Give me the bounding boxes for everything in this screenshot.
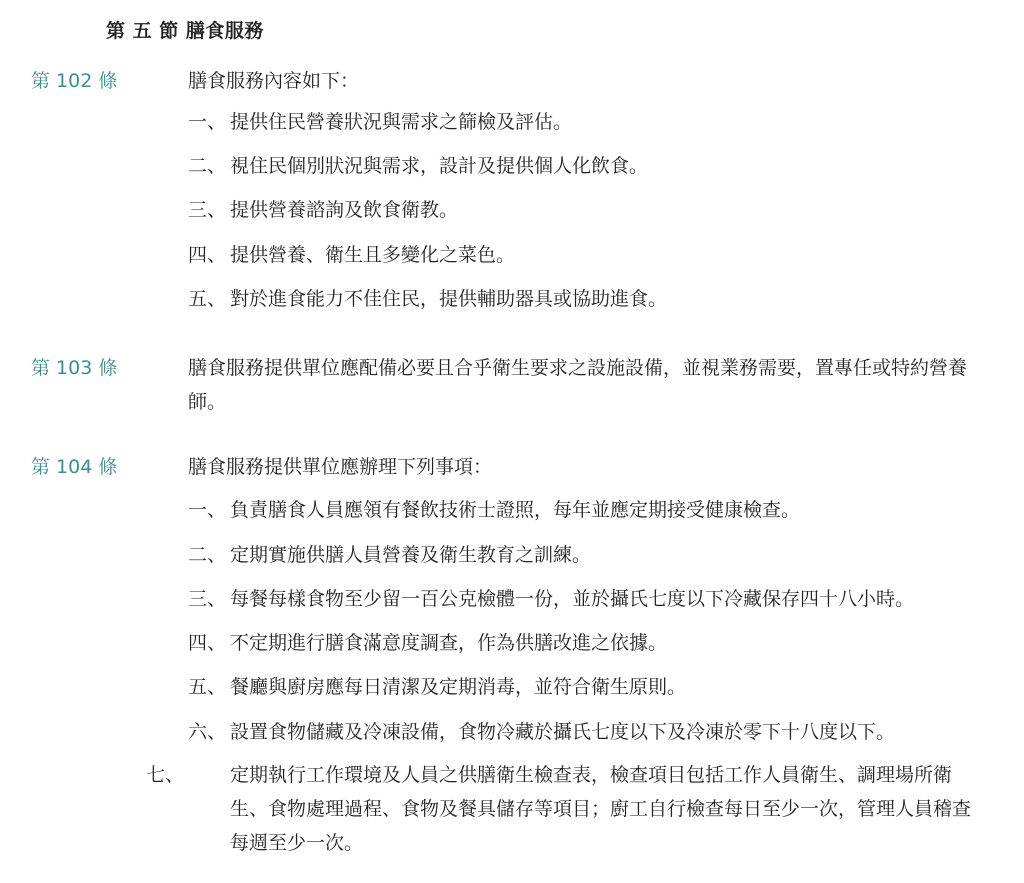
- item-text: 不定期進行膳食滿意度調查，作為供膳改進之依據。: [230, 632, 668, 654]
- list-item: [188, 238, 988, 272]
- item-text: 提供住民營養狀況與需求之篩檢及評估。: [230, 111, 573, 133]
- list-item: [188, 105, 988, 139]
- item-text: 提供營養諮詢及飲食衛教。: [230, 199, 459, 221]
- item-number: 五、: [188, 676, 227, 698]
- article-body: [146, 454, 988, 854]
- article-intro: 膳食服務提供單位應配備必要且合乎衛生要求之設施設備，並視業務需要，置專任或特約營養師。: [188, 357, 968, 413]
- article-intro: 膳食服務提供單位應辦理下列事項：: [188, 456, 493, 478]
- item-text: 對於進食能力不佳住民，提供輔助器具或協助進食。: [230, 288, 668, 310]
- item-number: 三、: [188, 588, 227, 610]
- article-number[interactable]: 第 103 條: [31, 357, 118, 379]
- list-item: [188, 149, 988, 183]
- list-item: [188, 670, 988, 704]
- item-text: 定期實施供膳人員營養及衛生教育之訓練。: [230, 544, 592, 566]
- item-text: 視住民個別狀況與需求，設計及提供個人化飲食。: [230, 155, 649, 177]
- article-body: [188, 68, 988, 310]
- article-number[interactable]: 第 104 條: [31, 456, 118, 478]
- list-item: [188, 493, 988, 527]
- item-text: 負責膳食人員應領有餐飲技術士證照，每年並應定期接受健康檢查。: [230, 499, 801, 521]
- list-item: [188, 715, 988, 749]
- list-item: [188, 626, 988, 660]
- list-item: [188, 582, 988, 616]
- item-number: 六、: [188, 721, 227, 743]
- list-item: [188, 538, 988, 572]
- list-item: [188, 193, 988, 227]
- list-item: [146, 758, 988, 860]
- item-number: 三、: [188, 199, 227, 221]
- item-text: 定期執行工作環境及人員之供膳衛生檢查表，檢查項目包括工作人員衛生、調理場所衛生、食物處理過程、食物及餐具儲存等項目；廚工自行檢查每日至少一次，管理人員稽查每週至少一次。: [230, 764, 972, 854]
- item-number: 四、: [188, 244, 227, 266]
- item-text: 提供營養、衛生且多變化之菜色。: [230, 244, 516, 266]
- item-number: 一、: [188, 499, 227, 521]
- item-number: 一、: [188, 111, 227, 133]
- item-number: 二、: [188, 544, 227, 566]
- article-intro: 膳食服務內容如下：: [188, 70, 360, 92]
- item-number: 二、: [188, 155, 227, 177]
- item-text: 每餐每樣食物至少留一百公克檢體一份，並於攝氏七度以下冷藏保存四十八小時。: [230, 588, 915, 610]
- item-text: 設置食物儲藏及冷凍設備，食物冷藏於攝氏七度以下及冷凍於零下十八度以下。: [230, 721, 896, 743]
- item-number: 四、: [188, 632, 227, 654]
- item-text: 餐廳與廚房應每日清潔及定期消毒，並符合衛生原則。: [230, 676, 687, 698]
- item-number: 五、: [188, 288, 227, 310]
- item-number: 七、: [146, 764, 185, 786]
- list-item: [188, 282, 988, 316]
- section-title: 第 五 節 膳食服務: [106, 20, 264, 42]
- article-number[interactable]: 第 102 條: [31, 70, 118, 92]
